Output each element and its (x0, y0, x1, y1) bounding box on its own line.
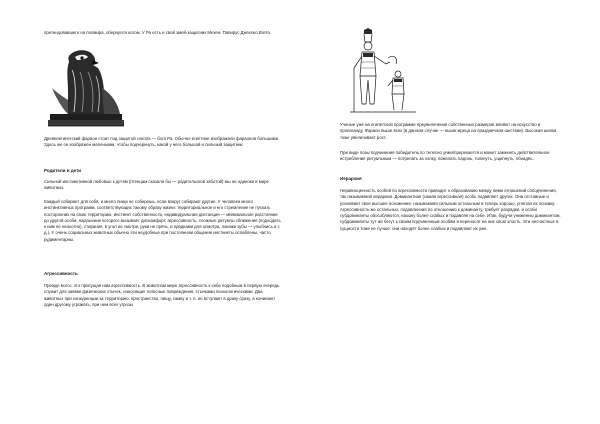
left-page (44, 0, 282, 424)
paragraph-hierarchy: Неравноценность особей по агрессивности приводит к образованию между ними отношений соподчинения, так называемой иерархии. Доминантная (самая агрессивная) особь подавляет других. Она отставные и усиливает свое высшее положение, называемая сильным остальным и теперь хорошо, угнетая их психику. Агрессивность же остальных, подавленная по отношению к доминанту, требует разрядки, и особи субдоминанты обособляются, нахожу более слабых и подавляя на себе. Итак, будучи униженны доминантом, субдоминанты тут же бегут к своим подчиненным особям и переносят на них свою злость. Эти несчастные в сущности тоже не лучше: они находят более слабых и подавляют их уже. (340, 188, 561, 231)
horus-falcon-image (46, 48, 126, 130)
paragraph-posture: При виде позы подчинения победитель по телесно унмо/пререкается и может заменить действительное истребление ритуальным — потрепать за холку, пожелать ладонь, толкнуть, ущипнуть, обнадёь. (340, 150, 550, 162)
paragraph-parents: Сильной инстинктивной любовью к детям (птенцам сказали бы — родительской заботой) мы не одиноки в мире животных. (44, 179, 269, 191)
caption-horus: Древнеегипетский фараон стоит под защитой сокола — бога Ра. Обычно египтяне изображали фараонов большими. Здесь же он изображен маленьким, чтобы подчеркнуть, какой у него большой и сильный защитник. (44, 136, 280, 148)
pharaoh-procession-image (346, 28, 422, 116)
right-page (340, 0, 562, 424)
heading-aggression: Агрессивность (44, 271, 78, 276)
heading-hierarchy: Иерархия (340, 176, 362, 181)
paragraph-intro: претендовавшего на полмира, обернулся котом. У Ра есть и свой змей-защитник Мехен. Папирус Джеххео Вгета. (44, 30, 271, 35)
heading-parents: Родители и дети (44, 168, 82, 173)
paragraph-parents-2: Каждый собирает для себя, и много пищи не соберешь, если вокруг собирают другие. У человека много инстинктивных программ, соответствующих такому образу жизни: территориальное и его стремление не пускать посторонних на свою территорию, инстинкт собственности, индивидуальная дистанция — минимальное расстояние до другой особи, нарушение которого вызывает дискомфорт, агрессивность, сложные ритуалы сближения (подходить к ним не неохотно), стирания, в угол не смотри, руки не прячь, и предками для осмотра, покажи зубы — улыбнись и т. д.). У очень социальных животных обычно эти неудобные при постоянном общении инстинкты ослаблены, часто рудиментарны. (44, 199, 281, 242)
caption-pharaoh: Ученые уже на египетской программе преувеличения собственных размеров влияют на искусство и пропаганду. Фараон выше всех (в данном случае — выше жреца на праздничном шествии). Высокая шапка тоже увеличивает рост. (340, 122, 557, 140)
paragraph-aggression: Прежде всего, это присущая нам агрессивность. В животном мире агрессивность к себе подобным в первую очередь служит для заявки физических стычек, наносящих телесные повреждения, стычками психологическими. Два животных при конкуренции за территорию, пространство, пищу, самку и т. п. не вступают в драку сразу, а начинают один другому угрожать, при нем всех угрозы (44, 283, 280, 307)
